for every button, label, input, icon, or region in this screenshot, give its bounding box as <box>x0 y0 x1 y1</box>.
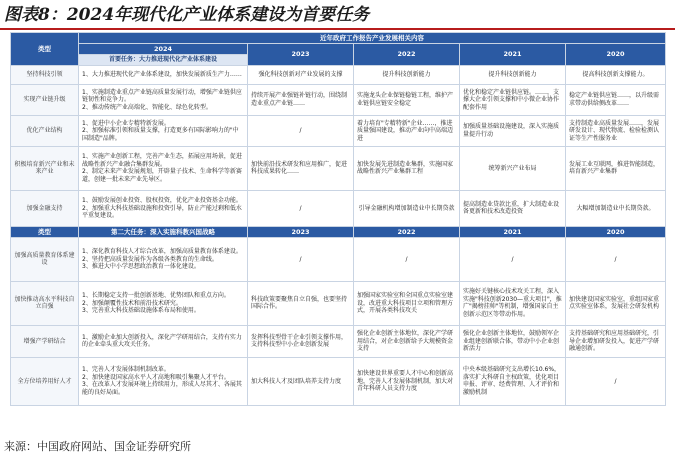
row-type: 优化产业结构 <box>11 115 79 146</box>
header-year-2024: 2024 <box>79 44 248 55</box>
cell-2023: 持续开展产业强链补链行动，围绕制造业重点产业链…… <box>248 84 354 115</box>
cell-2022: 加强国家实验室和全国重点实验室建设，改进重大科技项目立项和管理方式，开展各类科技攻关 <box>354 281 460 325</box>
cell-2024: 1、激励企业加大创新投入，深化产学研用结合，支持有实力的企业牵头重大攻关任务。 <box>79 325 248 357</box>
table-row <box>11 65 666 84</box>
table-row <box>11 357 666 405</box>
section-2-year-2023: 2023 <box>248 226 354 237</box>
header-year-2022: 2022 <box>354 44 460 66</box>
cell-2024: 1、鼓励发展创业投资、股权投资，优化产业投资基金功能。 2、加强重大科技基础设施和投资引导，防止产能过剩和低水平重复建设。 <box>79 190 248 226</box>
row-type: 实现产业链升级 <box>11 84 79 115</box>
cell-2021: 中央本级基础研究支出增长10.6%，落实扩大科研自主权政策，优化项目申报、评审、经费管理、人才评价和激励机制 <box>460 357 566 405</box>
table-row <box>11 84 666 115</box>
title-divider <box>0 28 675 30</box>
row-type: 积极培育新兴产业和未来产业 <box>11 146 79 190</box>
cell-2021: 加强质量基础设施建设，深入实施质量提升行动 <box>460 115 566 146</box>
cell-2022: 引导金融机构增加制造业中长期贷款 <box>354 190 460 226</box>
cell-2024: 1、实施制造业重点产业链高质量发展行动，增强产业链供应链韧性和竞争力。 2、推动传统产业高端化、智能化、绿色化转型。 <box>79 84 248 115</box>
cell-2020: 大幅增加制造业中长期贷款。 <box>566 190 666 226</box>
row-type: 加强高质量教育体系建设 <box>11 237 79 281</box>
row-type: 增强产学研结合 <box>11 325 79 357</box>
cell-2023: 强化科技创新对产业发展的支撑 <box>248 65 354 84</box>
cell-2022: 提升科技创新能力 <box>354 65 460 84</box>
header-group: 近年政府工作报告产业发展相关内容 <box>79 33 666 44</box>
cell-2023: / <box>248 115 354 146</box>
row-type: 全方位培养用好人才 <box>11 357 79 405</box>
table-row <box>11 237 666 281</box>
cell-2022: 实施龙头企业保链稳链工程，维护产业链供应链安全稳定 <box>354 84 460 115</box>
page-title: 图表8：2024年现代化产业体系建设为首要任务 <box>4 5 370 25</box>
row-type: 加强金融支持 <box>11 190 79 226</box>
cell-2021: / <box>460 237 566 281</box>
source-note: 来源：中国政府网站、国金证券研究所 <box>4 440 191 453</box>
header-year-2021: 2021 <box>460 44 566 66</box>
cell-2023: 科技政策要聚焦自立自强，也要坚持国际合作。 <box>248 281 354 325</box>
cell-2020: 支持基础研究和应用基础研究，引导企业增加研发投入，促进产学研融通创新。 <box>566 325 666 357</box>
section-2-year-2022: 2022 <box>354 226 460 237</box>
header-year-2020: 2020 <box>566 44 666 66</box>
section-2-year-2020: 2020 <box>566 226 666 237</box>
cell-2021: 优化和稳定产业链供应链。……，支撑大企业引领支撑和中小微企业协作配套作用 <box>460 84 566 115</box>
cell-2022: 强化企业创新主体地位，深化产学研用结合，对企业创新给予大规模资金支持 <box>354 325 460 357</box>
cell-2021: 实施好关键核心技术攻关工程，深入实施"科技创新2030—重大项目"，推广"揭榜挂帅"等机制，增强国家自主创新示范区等带动作用。 <box>460 281 566 325</box>
row-type: 加快推动高水平科技自立自强 <box>11 281 79 325</box>
cell-2021: 提高制造业贷款比重，扩大制造业设备更新和技术改造投资 <box>460 190 566 226</box>
cell-2020: 发展工业互联网，推进智能制造，培育新兴产业集群 <box>566 146 666 190</box>
cell-2022: / <box>354 237 460 281</box>
section-2-type-header: 类型 <box>11 226 79 237</box>
table-row <box>11 325 666 357</box>
cell-2020: / <box>566 357 666 405</box>
cell-2020: 提高科技创新支撑能力。 <box>566 65 666 84</box>
policy-table <box>10 32 666 406</box>
cell-2022: 着力培育"专精特新"企业……，推进质量强国建设，推动产业向中高端迈进 <box>354 115 460 146</box>
task-1-label: 首要任务：大力推进现代化产业体系建设 <box>79 55 248 66</box>
cell-2024: 1、完善人才发展体制机制改革。 2、加快建设国家高水平人才高地和吸引集聚人才平台。 3、在改革人才发展环境上持续用力，形成人尽其才、各展其能的良好局面。 <box>79 357 248 405</box>
cell-2020: 支持制造业高质量发展……，发展研发设计、现代物流、检验检测认证等生产性服务业 <box>566 115 666 146</box>
table-row <box>11 146 666 190</box>
table-row <box>11 190 666 226</box>
cell-2023: / <box>248 237 354 281</box>
cell-2021: 强化企业创新主体地位，鼓励领军企业组建创新联合体，带动中小企业创新活力 <box>460 325 566 357</box>
header-type: 类型 <box>11 33 79 66</box>
cell-2024: 1、实施产业创新工程，完善产业生态，拓展应用场景，促进战略性新兴产业融合集群发展。 2、制定未来产业发展规划，开辟量子技术、生命科学等新赛道，创建一批未来产业先导区。 <box>79 146 248 190</box>
task-2-label: 第二大任务：深入实施科教兴国战略 <box>79 226 248 237</box>
cell-2020: / <box>566 237 666 281</box>
cell-2024: 1、深化教育科技人才综合改革，加强高质量教育体系建设。 2、坚持把高质量发展作为各级各类教育的生命线。 3、推进大中小学思想政治教育一体化建设。 <box>79 237 248 281</box>
cell-2024: 1、长期稳定支持一批创新基地、优势团队和重点方向。 2、加强颠覆性技术和前沿技术研究。 3、完善重大科技基础设施体系布局和使用。 <box>79 281 248 325</box>
row-type: 坚持科技引领 <box>11 65 79 84</box>
cell-2023: / <box>248 190 354 226</box>
header-year-2023: 2023 <box>248 44 354 66</box>
cell-2020: 加快建设国家实验室，重组国家重点实验室体系，发展社会研发机构 <box>566 281 666 325</box>
table-row <box>11 115 666 146</box>
cell-2023: 加大科技人才及团队培养支持力度 <box>248 357 354 405</box>
cell-2022: 加快建设世界重要人才中心和创新高地，完善人才发展体制机制，加大对青年科研人员支持力度 <box>354 357 460 405</box>
section-2-year-2021: 2021 <box>460 226 566 237</box>
cell-2024: 1、大力推进现代化产业体系建设，加快发展新质生产力…… <box>79 65 248 84</box>
cell-2023: 加快前沿技术研发和应用推广，促进科技成果转化…… <box>248 146 354 190</box>
cell-2023: 发挥科技型骨干企业引领支撑作用，支持科技型中小企业创新发展 <box>248 325 354 357</box>
cell-2021: 统筹新兴产业布局 <box>460 146 566 190</box>
table-row <box>11 281 666 325</box>
cell-2024: 1、促进中小企业专精特新发展。 2、加强标准引领和质量支撑，打造更多有国际影响力的"中国制造"品牌。 <box>79 115 248 146</box>
cell-2020: 稳定产业链供应链……，以升级需求带动供给侧改革…… <box>566 84 666 115</box>
cell-2021: 提升科技创新能力 <box>460 65 566 84</box>
cell-2022: 加快发展先进制造业集群，实施国家战略性新兴产业集群工程 <box>354 146 460 190</box>
